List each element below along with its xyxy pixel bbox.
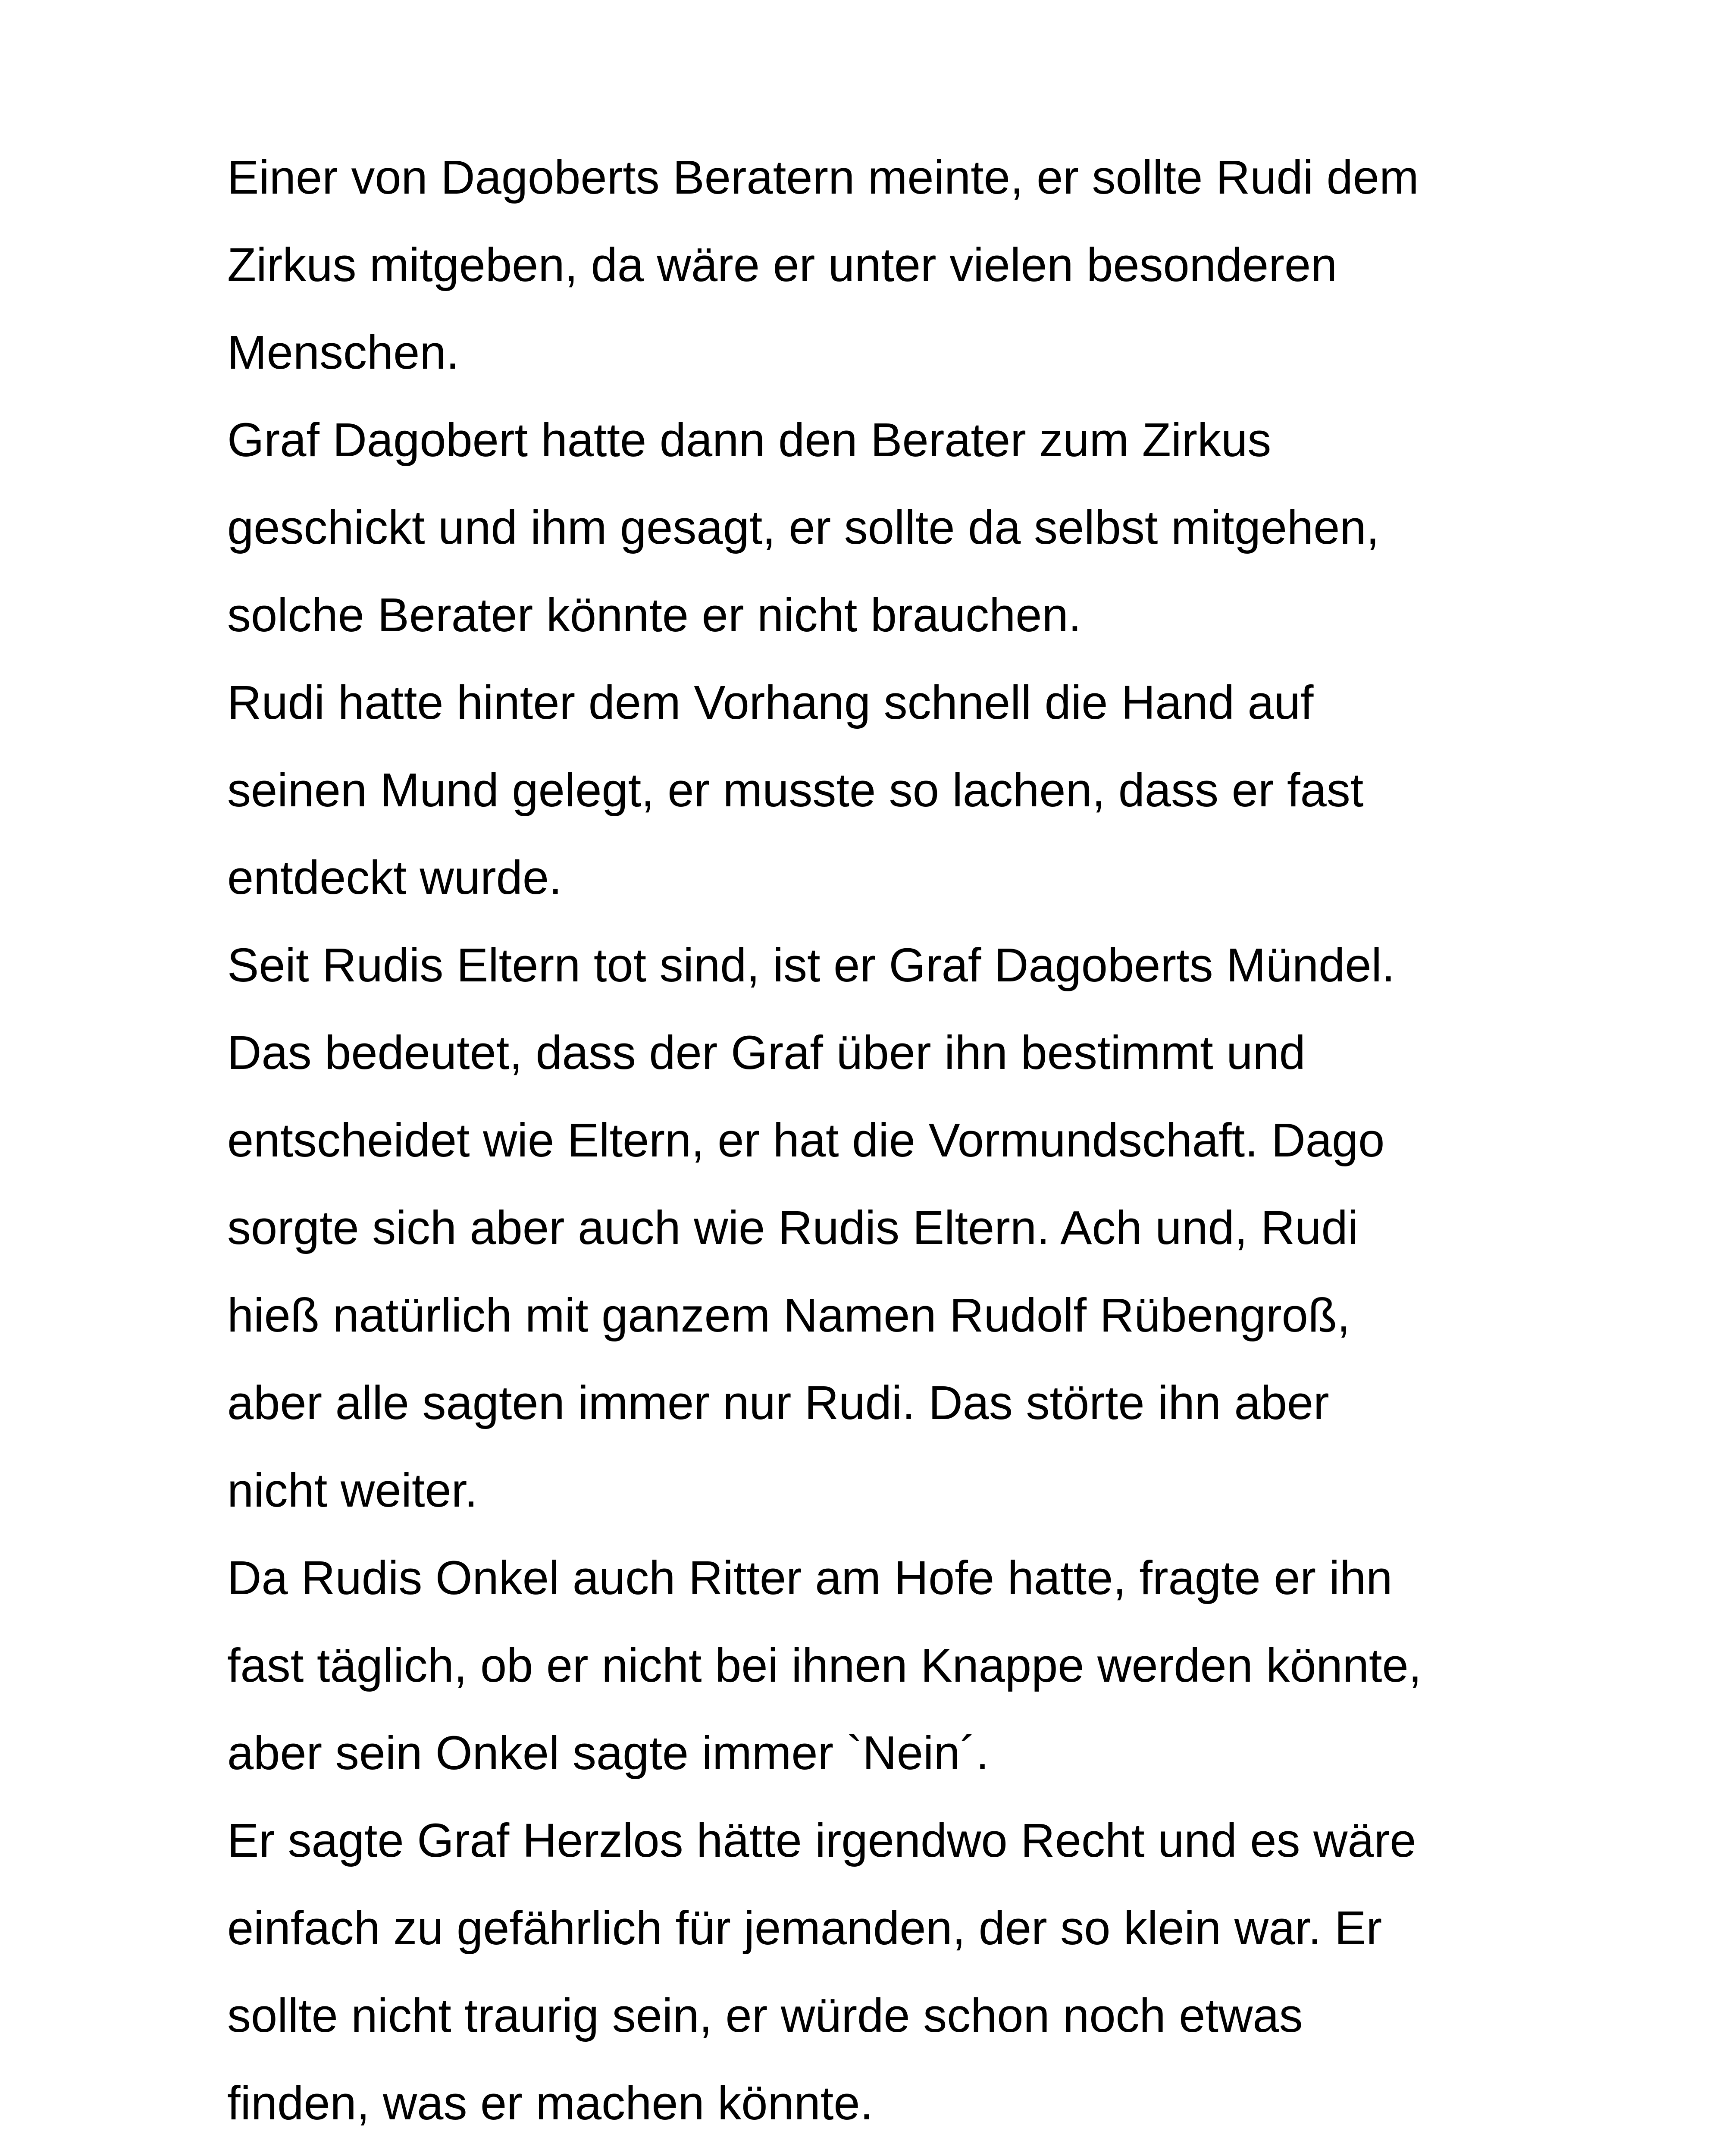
text-line: aber sein Onkel sagte immer `Nein´.	[227, 1727, 989, 1780]
text-line: Einer von Dagoberts Beratern meinte, er sollte Rudi dem	[227, 151, 1419, 204]
text-line: Das bedeutet, dass der Graf über ihn bestimmt und	[227, 1026, 1306, 1079]
text-line: Seit Rudis Eltern tot sind, ist er Graf Dagoberts Mündel.	[227, 939, 1395, 992]
body-text	[227, 134, 1564, 2147]
text-line: Graf Dagobert hatte dann den Berater zum Zirkus	[227, 414, 1272, 467]
text-line: sollte nicht traurig sein, er würde schon noch etwas	[227, 1989, 1303, 2042]
text-line: Er sagte Graf Herzlos hätte irgendwo Recht und es wäre	[227, 1814, 1416, 1867]
text-line: aber alle sagten immer nur Rudi. Das störte ihn aber	[227, 1376, 1329, 1429]
text-line: nicht weiter.	[227, 1464, 478, 1517]
text-line: einfach zu gefährlich für jemanden, der so klein war. Er	[227, 1902, 1382, 1955]
text-line: geschickt und ihm gesagt, er sollte da selbst mitgehen,	[227, 501, 1380, 554]
text-line: Rudi hatte hinter dem Vorhang schnell die Hand auf	[227, 676, 1314, 729]
text-line: sorgte sich aber auch wie Rudis Eltern. Ach und, Rudi	[227, 1201, 1359, 1254]
text-line: Zirkus mitgeben, da wäre er unter vielen besonderen	[227, 238, 1337, 291]
text-line: Menschen.	[227, 326, 460, 379]
text-line: entscheidet wie Eltern, er hat die Vormundschaft. Dago	[227, 1114, 1385, 1167]
text-line: seinen Mund gelegt, er musste so lachen, dass er fast	[227, 764, 1364, 817]
text-line: finden, was er machen könnte.	[227, 2077, 874, 2130]
text-line: Da Rudis Onkel auch Ritter am Hofe hatte, fragte er ihn	[227, 1551, 1393, 1604]
text-line: entdeckt wurde.	[227, 851, 562, 904]
text-line: fast täglich, ob er nicht bei ihnen Knappe werden könnte,	[227, 1639, 1422, 1692]
text-line: hieß natürlich mit ganzem Namen Rudolf Rübengroß,	[227, 1289, 1350, 1342]
text-line: solche Berater könnte er nicht brauchen.	[227, 589, 1082, 642]
